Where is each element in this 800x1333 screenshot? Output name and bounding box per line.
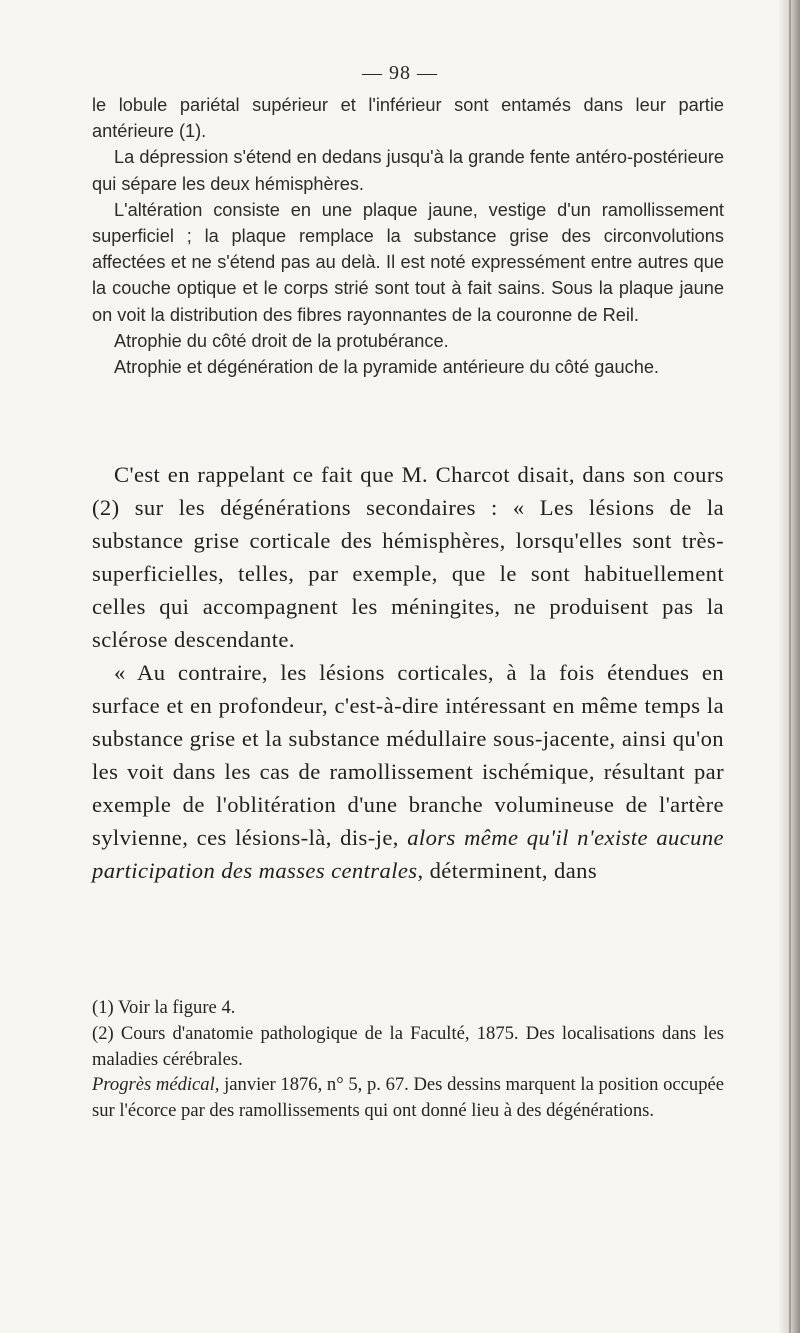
main-text — [92, 458, 724, 887]
paragraph-text: « Au contraire, les lésions corticales, à la fois étendues en surface et en profondeur, c'est-à-dire intéressant en même temps la substance grise et la substance médullaire sous-jacente, ainsi qu'on les voit dans les cas de ramollissement ischémique, résultant par exemple de l'oblitération d'une branche volumineuse de l'artère sylvienne, ces lésions-là, dis-je, — [92, 660, 724, 850]
observation-line: L'altération consiste en une plaque jaune, vestige d'un ramollissement superficiel ; la plaque remplace la substance grise des circonvolutions affectées et ne s'étend pas au delà. Il est noté expressément entre autres que la couche optique et le corps strié sont tout à fait sains. Sous la plaque jaune on voit la distribution des fibres rayonnantes de la couronne de Reil. — [92, 199, 724, 325]
paragraph-charcot-quote: C'est en rappelant ce fait que M. Charcot disait, dans son cours (2) sur les dégénérations secondaires : « Les lésions de la substance grise corticale des hémisphères, lorsqu'elles sont très-superficielles, telles, par exemple, que le sont habituellement celles qui accompagnent les méningites, ne produisent pas la sclérose descendante. — [92, 462, 724, 652]
footnote-1: (1) Voir la figure 4. — [92, 997, 236, 1018]
footnote-journal-title: Progrès médical, — [92, 1074, 220, 1096]
paragraph-italic-text: alors même qu'il n'existe aucune participation des masses centrales — [92, 825, 724, 883]
paragraph-cortical-lesions — [92, 656, 724, 887]
footnotes — [92, 995, 724, 1124]
observation-line: La dépression s'étend en dedans jusqu'à la grande fente antéro-postérieure qui sépare les deux hémisphères. — [92, 147, 724, 194]
observation-line: Atrophie du côté droit de la protubérance. — [114, 330, 449, 351]
footnote-2: (2) Cours d'anatomie pathologique de la Faculté, 1875. Des localisations dans les maladies cérébrales. — [92, 1022, 724, 1070]
observation-line: le lobule pariétal supérieur et l'inférieur sont entamés dans leur partie antérieure (1). — [92, 95, 724, 142]
paragraph-text-end: , déterminent, dans — [417, 858, 598, 883]
page-edge-line — [789, 0, 791, 1333]
observation-block — [92, 92, 724, 380]
footnote-journal-details: janvier 1876, n° 5, p. 67. Des dessins marquent la position occupée sur l'écorce par des ramollissements qui ont donné lieu à des dégénérations. — [92, 1074, 724, 1122]
observation-line: Atrophie et dégénération de la pyramide antérieure du côté gauche. — [114, 357, 659, 378]
page-number: — 98 — — [362, 62, 438, 84]
footnote-2-continued — [92, 1072, 724, 1124]
